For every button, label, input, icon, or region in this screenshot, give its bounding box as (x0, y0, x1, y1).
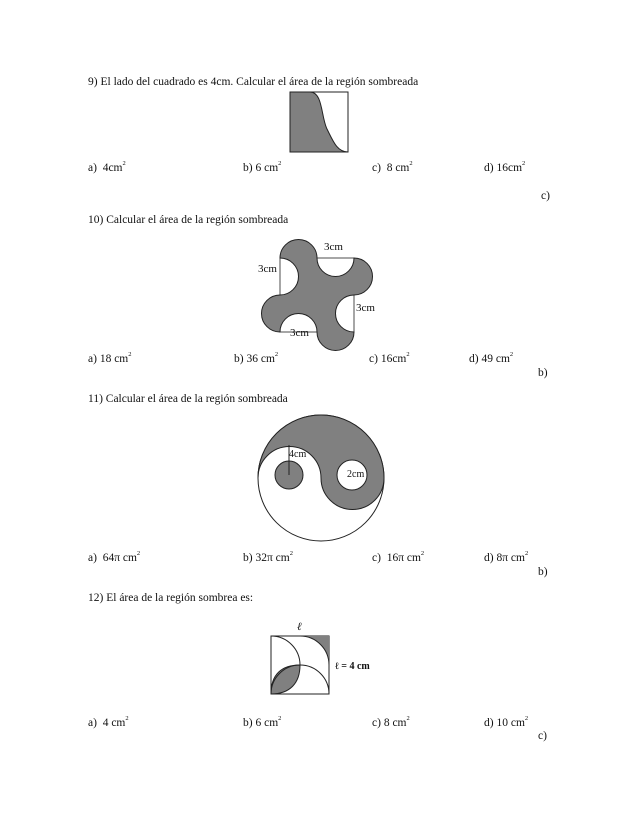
option-exponent: 2 (406, 715, 410, 722)
option-exponent: 2 (274, 351, 279, 358)
option-letter: a) (88, 552, 97, 564)
question-number: 12) (88, 592, 104, 604)
figure-q9 (289, 91, 349, 153)
option-exponent: 2 (278, 160, 282, 167)
option-letter: b) (243, 552, 253, 564)
question-9-prompt (88, 76, 418, 88)
q12-option-c[interactable] (372, 715, 410, 729)
question-number: 11) (88, 393, 103, 405)
option-text: 16π cm (386, 552, 421, 564)
option-text: 32π cm (255, 552, 290, 564)
option-text: 16cm (496, 162, 523, 174)
figure-label: 3cm (324, 241, 343, 253)
q9-answer: c) (541, 190, 550, 202)
option-exponent: 2 (524, 550, 529, 557)
q9-option-d[interactable] (484, 160, 525, 174)
option-letter: d) (469, 353, 479, 365)
option-text: 18 cm (99, 353, 129, 365)
option-text: 64π cm (102, 552, 137, 564)
figure-label: 3cm (290, 327, 309, 339)
option-text: 6 cm (255, 717, 279, 729)
option-text: 10 cm (496, 717, 525, 729)
option-exponent: 2 (522, 160, 526, 167)
option-letter: a) (88, 353, 97, 365)
q12-option-b[interactable] (243, 715, 281, 729)
question-number: 9) (88, 76, 98, 88)
option-exponent: 2 (409, 160, 413, 167)
question-number: 10) (88, 214, 104, 226)
q10-option-a[interactable] (88, 351, 132, 365)
q12-option-a[interactable] (88, 715, 129, 729)
option-letter: d) (484, 162, 494, 174)
option-text: 8π cm (496, 552, 525, 564)
option-exponent: 2 (524, 715, 529, 722)
figure-label: 4cm (289, 449, 307, 460)
q10-option-d[interactable] (469, 351, 513, 365)
question-12-prompt (88, 592, 253, 604)
figure-label: 3cm (258, 263, 277, 275)
question-text: Calcular el área de la región sombreada (106, 214, 289, 226)
option-letter: c) (372, 552, 381, 564)
q11-option-b[interactable] (243, 550, 293, 564)
option-text: 8 cm (386, 162, 410, 174)
q9-option-b[interactable] (243, 160, 281, 174)
option-exponent: 2 (420, 550, 425, 557)
option-exponent: 2 (128, 351, 132, 358)
option-text: 36 cm (246, 353, 275, 365)
option-text: 4cm (102, 162, 123, 174)
option-exponent: 2 (509, 351, 514, 358)
question-10-prompt (88, 214, 288, 226)
option-text: 6 cm (255, 162, 279, 174)
option-exponent: 2 (278, 715, 282, 722)
q12-option-d[interactable] (484, 715, 528, 729)
figure-q10 (250, 236, 400, 348)
option-letter: b) (234, 353, 244, 365)
figure-label: ℓ = 4 cm (335, 661, 370, 672)
option-exponent: 2 (406, 351, 410, 358)
q11-answer: b) (538, 566, 548, 578)
figure-q12 (268, 618, 378, 698)
option-exponent: 2 (125, 715, 129, 722)
option-text: 49 cm (481, 353, 510, 365)
option-letter: c) (372, 162, 381, 174)
q10-option-c[interactable] (369, 351, 410, 365)
question-11-prompt (88, 393, 288, 405)
q9-option-c[interactable] (372, 160, 413, 174)
question-text: El área de la región sombrea es: (106, 592, 254, 604)
option-letter: d) (484, 552, 494, 564)
q10-option-b[interactable] (234, 351, 278, 365)
option-letter: a) (88, 717, 97, 729)
figure-q11 (256, 413, 386, 543)
option-letter: a) (88, 162, 97, 174)
option-letter: b) (243, 717, 253, 729)
q11-option-c[interactable] (372, 550, 424, 564)
option-letter: b) (243, 162, 253, 174)
option-exponent: 2 (122, 160, 126, 167)
option-letter: c) (372, 717, 381, 729)
figure-label: ℓ (297, 621, 302, 633)
q10-answer: b) (538, 367, 548, 379)
option-letter: d) (484, 717, 494, 729)
option-letter: c) (369, 353, 378, 365)
option-text: 4 cm (102, 717, 126, 729)
figure-label: 3cm (356, 302, 375, 314)
question-text: El lado del cuadrado es 4cm. Calcular el área de la región sombreada (100, 76, 419, 88)
option-exponent: 2 (289, 550, 293, 557)
q9-option-a[interactable] (88, 160, 126, 174)
q11-option-a[interactable] (88, 550, 140, 564)
question-text: Calcular el área de la región sombreada (105, 393, 288, 405)
option-text: 8 cm (383, 717, 407, 729)
q11-option-d[interactable] (484, 550, 528, 564)
option-text: 16cm (380, 353, 407, 365)
figure-label: 2cm (347, 469, 365, 480)
option-exponent: 2 (136, 550, 141, 557)
q12-answer: c) (538, 730, 547, 742)
